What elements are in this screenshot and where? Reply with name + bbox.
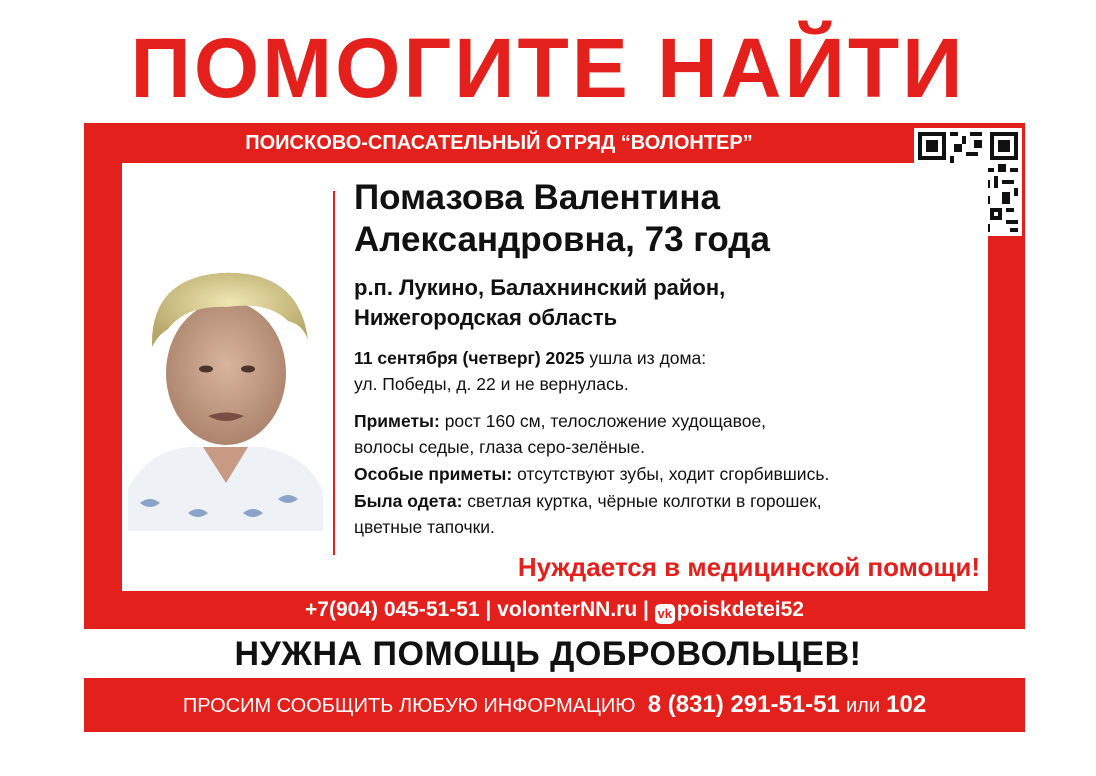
footer-or: или bbox=[845, 695, 880, 717]
special-text: отсутствуют зубы, ходит сгорбившись. bbox=[512, 464, 830, 484]
name-line-1: Помазова Валентина bbox=[354, 178, 720, 217]
poster-frame bbox=[84, 123, 1025, 629]
separator: | bbox=[643, 598, 649, 621]
address-line: ул. Победы, д. 22 и не вернулась. bbox=[354, 374, 629, 394]
footer-bar bbox=[84, 678, 1025, 732]
person-name bbox=[354, 177, 770, 261]
contacts-bar bbox=[84, 591, 1025, 629]
date-rest: ушла из дома: bbox=[584, 348, 707, 368]
date-bold: 11 сентября (четверг) 2025 bbox=[354, 348, 585, 368]
missing-person-photo bbox=[128, 251, 323, 531]
contact-site[interactable]: volonterNN.ru bbox=[497, 598, 638, 621]
clothes-line bbox=[354, 488, 822, 514]
org-banner: ПОИСКОВО-СПАСАТЕЛЬНЫЙ ОТРЯД “ВОЛОНТЕР” bbox=[245, 132, 753, 154]
signs-line bbox=[354, 408, 766, 434]
poster-headline: ПОМОГИТЕ НАЙТИ bbox=[130, 21, 966, 115]
special-signs-line bbox=[354, 461, 829, 487]
divider-line bbox=[333, 191, 335, 555]
medical-note: Нуждается в медицинской помощи! bbox=[517, 552, 980, 582]
date-line bbox=[354, 345, 706, 371]
footer-short-number[interactable]: 102 bbox=[886, 691, 927, 718]
contact-vk[interactable]: poiskdetei52 bbox=[676, 598, 804, 621]
info-panel bbox=[122, 163, 988, 591]
clothes-text: светлая куртка, чёрные колготки в горошек, bbox=[462, 491, 822, 511]
volunteers-call: НУЖНА ПОМОЩЬ ДОБРОВОЛЬЦЕВ! bbox=[234, 635, 862, 673]
footer-request: ПРОСИМ СООБЩИТЬ ЛЮБУЮ ИНФОРМАЦИЮ bbox=[182, 695, 636, 717]
location-line-1: р.п. Лукино, Балахнинский район, bbox=[354, 275, 726, 300]
signs-line-2: волосы седые, глаза серо-зелёные. bbox=[354, 437, 646, 457]
footer-phone[interactable]: 8 (831) 291-51-51 bbox=[647, 691, 840, 718]
special-label: Особые приметы: bbox=[354, 464, 513, 484]
signs-label: Приметы: bbox=[354, 411, 440, 431]
vk-icon: vk bbox=[655, 604, 675, 624]
location-line-2: Нижегородская область bbox=[354, 305, 618, 330]
person-location bbox=[354, 273, 725, 333]
signs-text: рост 160 см, телосложение худощавое, bbox=[439, 411, 767, 431]
clothes-label: Была одета: bbox=[354, 491, 463, 511]
separator: | bbox=[485, 598, 492, 621]
name-line-2: Александровна, 73 года bbox=[354, 220, 770, 259]
clothes-line-2: цветные тапочки. bbox=[354, 517, 495, 537]
contact-phone[interactable]: +7(904) 045-51-51 bbox=[305, 598, 480, 621]
